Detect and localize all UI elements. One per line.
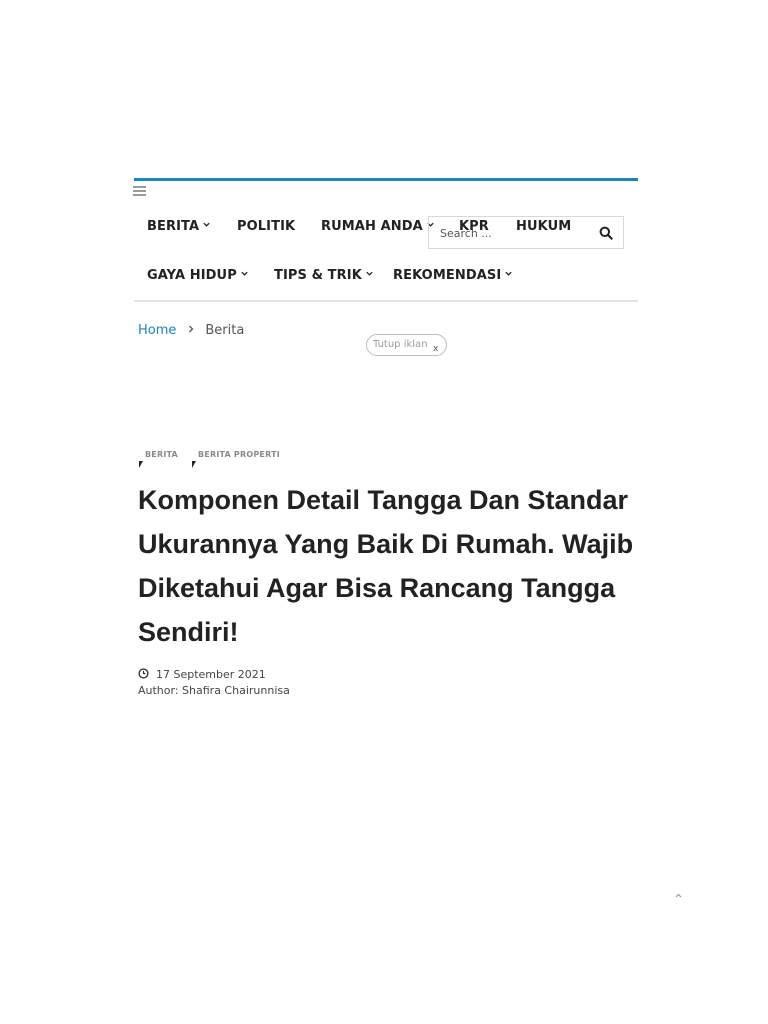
header-accent-bar	[134, 178, 638, 181]
chevron-down-icon	[365, 269, 374, 278]
article-date-text: 17 September 2021	[156, 668, 266, 681]
nav-item-rumah-anda[interactable]	[321, 219, 435, 234]
nav-item-gaya-hidup[interactable]	[147, 268, 249, 283]
nav-item-label: RUMAH ANDA	[321, 219, 423, 234]
chevron-down-icon	[202, 220, 211, 229]
nav-item-tips-trik[interactable]	[274, 268, 374, 283]
chevron-up-icon[interactable]	[673, 891, 684, 900]
nav-item-rekomendasi[interactable]	[393, 268, 513, 283]
breadcrumb-home-link[interactable]: Home	[138, 323, 177, 338]
nav-item-label: GAYA HIDUP	[147, 268, 237, 283]
chevron-down-icon	[504, 269, 513, 278]
nav-item-label: KPR	[459, 219, 489, 234]
chevron-right-icon	[186, 324, 196, 334]
chevron-down-icon	[240, 269, 249, 278]
article-title: Komponen Detail Tangga Dan Standar Ukurannya Yang Baik Di Rumah. Wajib Diketahui Agar Bisa Rancang Tangga Sendiri!	[138, 485, 634, 647]
category-tag-notch	[139, 461, 143, 468]
category-tag-berita-properti[interactable]: BERITA PROPERTI	[198, 450, 280, 459]
article-date	[138, 668, 266, 681]
article-author: Author: Shafira Chairunnisa	[138, 684, 290, 697]
close-icon: x	[433, 344, 439, 354]
breadcrumb	[138, 323, 244, 338]
nav-item-label: POLITIK	[237, 219, 296, 234]
nav-item-label: TIPS & TRIK	[274, 268, 362, 283]
search-icon[interactable]	[599, 226, 613, 240]
nav-item-politik[interactable]	[237, 219, 295, 234]
nav-item-berita[interactable]	[147, 219, 211, 234]
nav-item-kpr[interactable]	[459, 219, 489, 234]
nav-divider	[134, 300, 638, 302]
clock-icon	[138, 668, 149, 679]
nav-item-label: BERITA	[147, 219, 200, 234]
hamburger-icon[interactable]	[133, 186, 146, 197]
nav-item-label: REKOMENDASI	[393, 268, 502, 283]
category-tag-berita[interactable]: BERITA	[145, 450, 178, 459]
close-ad-button[interactable]	[366, 334, 447, 356]
nav-item-hukum[interactable]	[516, 219, 571, 234]
breadcrumb-current: Berita	[205, 323, 245, 338]
category-tag-notch	[192, 461, 196, 468]
nav-item-label: HUKUM	[516, 219, 572, 234]
close-ad-label: Tutup iklan	[373, 339, 428, 350]
